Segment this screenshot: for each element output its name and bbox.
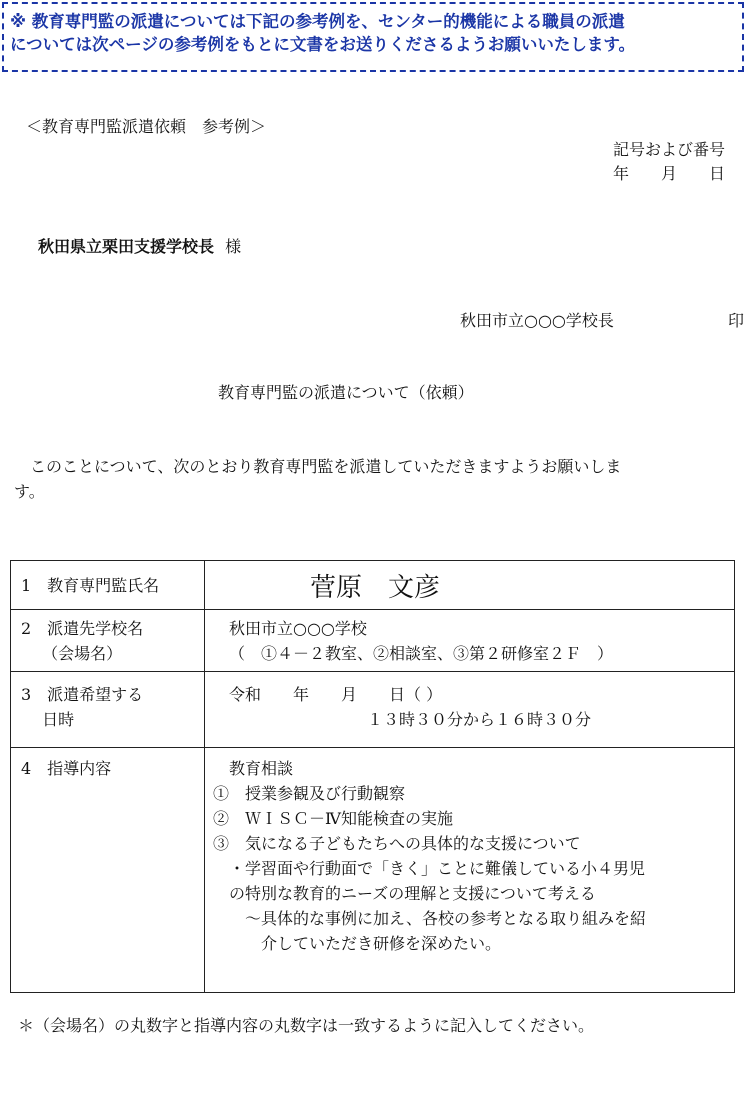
doc-number-label: 記号および番号 (613, 140, 726, 159)
doc-date-label: 年 月 日 (613, 164, 726, 183)
document-subject: 教育専門監の派遣について（依頼） (218, 383, 474, 402)
row-value (205, 748, 735, 993)
table-row (11, 748, 735, 993)
row-label: 4 指導内容 (11, 748, 205, 993)
row-value (205, 561, 735, 610)
guidance-line: ② ＷＩＳＣ－Ⅳ知能検査の実施 (213, 809, 453, 828)
sender-seal: 印 (728, 311, 745, 330)
guidance-line: ③ 気になる子どもたちへの具体的な支援について (213, 834, 581, 853)
notice-line-1: ※ 教育専門監の派遣については下記の参考例を、センター的機能による職員の派遣 (10, 12, 625, 31)
guidance-line: ・学習面や行動面で「きく」ことに難儀している小４男児 (229, 859, 646, 878)
specialist-name: 菅原 文彦 (310, 573, 441, 603)
footnote: ＊（会場名）の丸数字と指導内容の丸数字は一致するように記入してください。 (18, 1016, 595, 1035)
addressee-honorific: 様 (225, 237, 242, 256)
example-heading: ＜教育専門監派遣依頼 参考例＞ (26, 117, 267, 136)
guidance-line: 介していただき研修を深めたい。 (261, 934, 502, 953)
row-label-line: 日時 (21, 710, 75, 729)
row-label-line: 2 派遣先学校名 (21, 619, 144, 638)
guidance-line: の特別な教育的ニーズの理解と支援について考える (229, 884, 596, 903)
sender-name: 秋田市立○○○学校長 (460, 311, 614, 330)
school-name: 秋田市立○○○学校 (229, 619, 367, 638)
row-value (205, 610, 735, 672)
row-label-line: （会場名） (21, 644, 123, 663)
body-line-1: このことについて、次のとおり教育専門監を派遣していただきますようお願いしま (14, 457, 622, 476)
notice-line-2: については次ページの参考例をもとに文書をお送りくださるようお願いいたします。 (10, 35, 636, 54)
guidance-line: ① 授業参観及び行動観察 (213, 784, 406, 803)
addressee (38, 234, 241, 257)
row-label-line: 3 派遣希望する (21, 685, 144, 704)
row-value (205, 672, 735, 748)
addressee-name: 秋田県立栗田支援学校長 (38, 237, 215, 256)
table-row (11, 672, 735, 748)
venue-rooms: （ ①４－２教室、②相談室、③第２研修室２Ｆ ） (229, 644, 614, 663)
row-label (11, 672, 205, 748)
preferred-time: １３時３０分から１６時３０分 (367, 710, 592, 729)
body-line-2: す。 (14, 482, 45, 501)
row-label: 1 教育専門監氏名 (11, 561, 205, 610)
table-row (11, 561, 735, 610)
request-table (10, 560, 735, 993)
table-row (11, 610, 735, 672)
guidance-line: 教育相談 (229, 759, 294, 778)
guidance-line: ～具体的な事例に加え、各校の参考となる取り組みを紹 (245, 909, 646, 928)
notice-box (2, 2, 744, 72)
preferred-date: 令和 年 月 日（ ） (229, 685, 443, 704)
row-label (11, 610, 205, 672)
